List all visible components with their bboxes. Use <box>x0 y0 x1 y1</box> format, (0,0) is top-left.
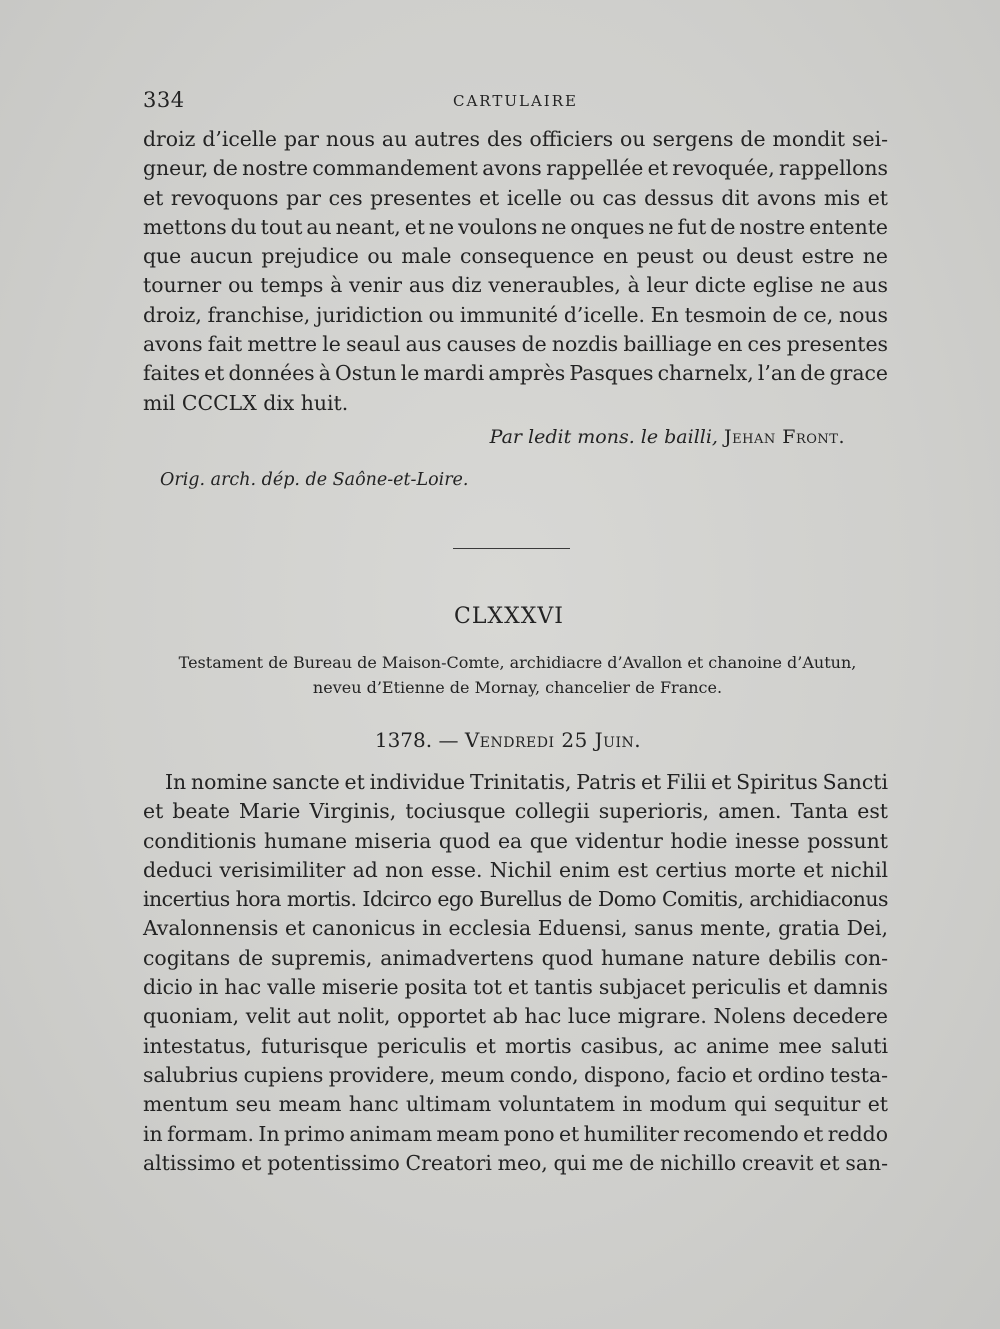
section-divider <box>453 548 570 549</box>
text-line: et revoquons par ces presentes et icelle ou cas dessus dit avons mis et <box>143 185 888 210</box>
text-line: altissimo et potentissimo Creatori meo, qui me de nichillo creavit et san- <box>143 1150 888 1175</box>
running-head: CARTULAIRE <box>453 92 578 110</box>
page-header <box>143 88 888 116</box>
text-line: que aucun prejudice ou male consequence en peust ou deust estre ne <box>143 244 888 269</box>
document-date-year: 1378. — <box>374 728 459 752</box>
signature-name: Jehan Front. <box>724 426 845 448</box>
text-line: mil CCCLX dix huit. <box>143 390 349 415</box>
text-line: et beate Marie Virginis, tociusque collegii superioris, amen. Tanta est <box>143 799 888 824</box>
text-line: mettons du tout au neant, et ne voulons ne onques ne fut de nostre entente <box>143 214 888 239</box>
page-number: 334 <box>143 88 185 112</box>
text-line: droiz, franchise, juridiction ou immunité d’icelle. En tesmoin de ce, nous <box>143 302 888 327</box>
document-number: CLXXXVI <box>453 604 564 629</box>
text-line: intestatus, futurisque periculis et mortis casibus, ac anime mee saluti <box>143 1033 888 1058</box>
signature-formula: Par ledit mons. le bailli, <box>489 426 718 448</box>
text-line: In nomine sancte et individue Trinitatis, Patris et Filii et Spiritus Sancti <box>165 770 888 794</box>
text-line: salubrius cupiens providere, meum condo, dispono, facio et ordino testa- <box>143 1062 888 1087</box>
document-title-line: Testament de Bureau de Maison-Comte, archidiacre d’Avallon et chanoine d’Autun, <box>178 653 857 672</box>
text-line: tourner ou temps à venir aus diz veneraubles, à leur dicte eglise ne aus <box>143 273 888 298</box>
text-line: deduci verisimiliter ad non esse. Nichil enim est certius morte et nichil <box>143 857 888 882</box>
signature <box>490 426 845 448</box>
document-date-day: Vendredi 25 Juin. <box>464 728 642 752</box>
text-line: cogitans de supremis, animadvertens quod humane nature debilis con- <box>143 945 888 970</box>
text-line: incertius hora mortis. Idcirco ego Burellus de Domo Comitis, archidiaconus <box>143 887 888 912</box>
document-title <box>130 650 905 700</box>
text-line: faites et données à Ostun le mardi amprès Pasques charnelx, l’an de grace <box>143 361 888 386</box>
previous-document-text <box>143 125 888 418</box>
document-text <box>143 768 888 1178</box>
text-line: conditionis humane miseria quod ea que videntur hodie inesse possunt <box>143 828 888 853</box>
text-line: quoniam, velit aut nolit, opportet ab hac luce migrare. Nolens decedere <box>143 1004 888 1029</box>
text-line: Avalonnensis et canonicus in ecclesia Eduensi, sanus mente, gratia Dei, <box>143 916 888 941</box>
text-line: avons fait mettre le seaul aus causes de nozdis bailliage en ces presentes <box>143 332 888 357</box>
document-title-line: neveu d’Etienne de Mornay, chancelier de France. <box>312 678 723 697</box>
document-date <box>0 728 1000 752</box>
text-line: in formam. In primo animam meam pono et humiliter recomendo et reddo <box>143 1121 888 1146</box>
text-line: droiz d’icelle par nous au autres des officiers ou sergens de mondit sei- <box>143 127 888 151</box>
text-line: mentum seu meam hanc ultimam voluntatem in modum qui sequitur et <box>143 1092 888 1117</box>
source-reference: Orig. arch. dép. de Saône-et-Loire. <box>160 470 469 490</box>
text-line: gneur, de nostre commandement avons rappellée et revoquée, rappellons <box>143 156 888 181</box>
text-line: dicio in hac valle miserie posita tot et tantis subjacet periculis et damnis <box>143 975 888 1000</box>
